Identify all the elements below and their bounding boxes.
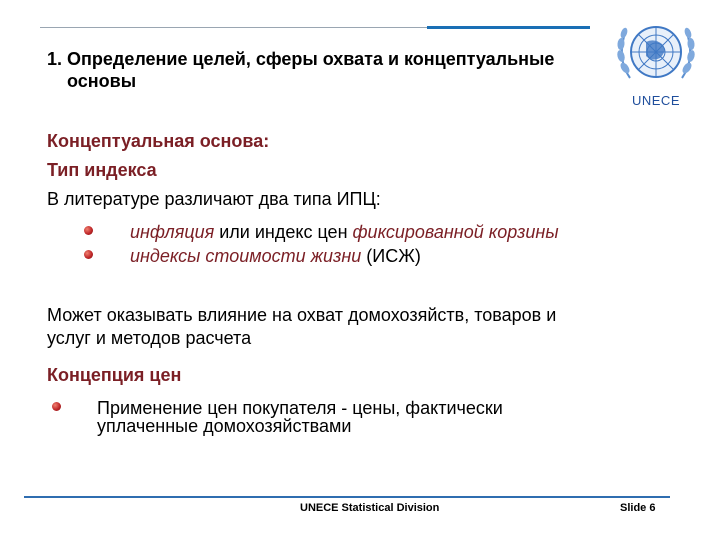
slide-title-line1: 1. Определение целей, сферы охвата и концептуальные bbox=[47, 49, 555, 69]
bullet-icon bbox=[84, 250, 93, 259]
note-line1: Может оказывать влияние на охват домохозяйств, товаров и bbox=[47, 305, 557, 325]
price-bullet-line2: уплаченные домохозяйствами bbox=[97, 416, 352, 436]
unece-logo bbox=[610, 14, 702, 110]
un-emblem-icon bbox=[610, 14, 702, 92]
footer-division: UNECE Statistical Division bbox=[300, 502, 440, 514]
heading-index-type: Тип индекса bbox=[47, 160, 157, 180]
header-accent-bar bbox=[427, 26, 590, 29]
logo-label: UNECE bbox=[631, 93, 680, 108]
note-line2: услуг и методов расчета bbox=[47, 328, 252, 348]
slide-title-line2: основы bbox=[67, 71, 137, 91]
header-divider bbox=[40, 27, 427, 28]
heading-price-concept: Концепция цен bbox=[47, 365, 182, 385]
heading-conceptual-basis: Концептуальная основа: bbox=[47, 131, 270, 151]
footer-slide-number: Slide 6 bbox=[620, 502, 656, 514]
slide-title bbox=[47, 48, 617, 92]
bullet-icon bbox=[52, 402, 61, 411]
bullet-icon bbox=[84, 226, 93, 235]
intro-text: В литературе различают два типа ИПЦ: bbox=[47, 189, 381, 209]
footer-divider bbox=[24, 496, 670, 498]
